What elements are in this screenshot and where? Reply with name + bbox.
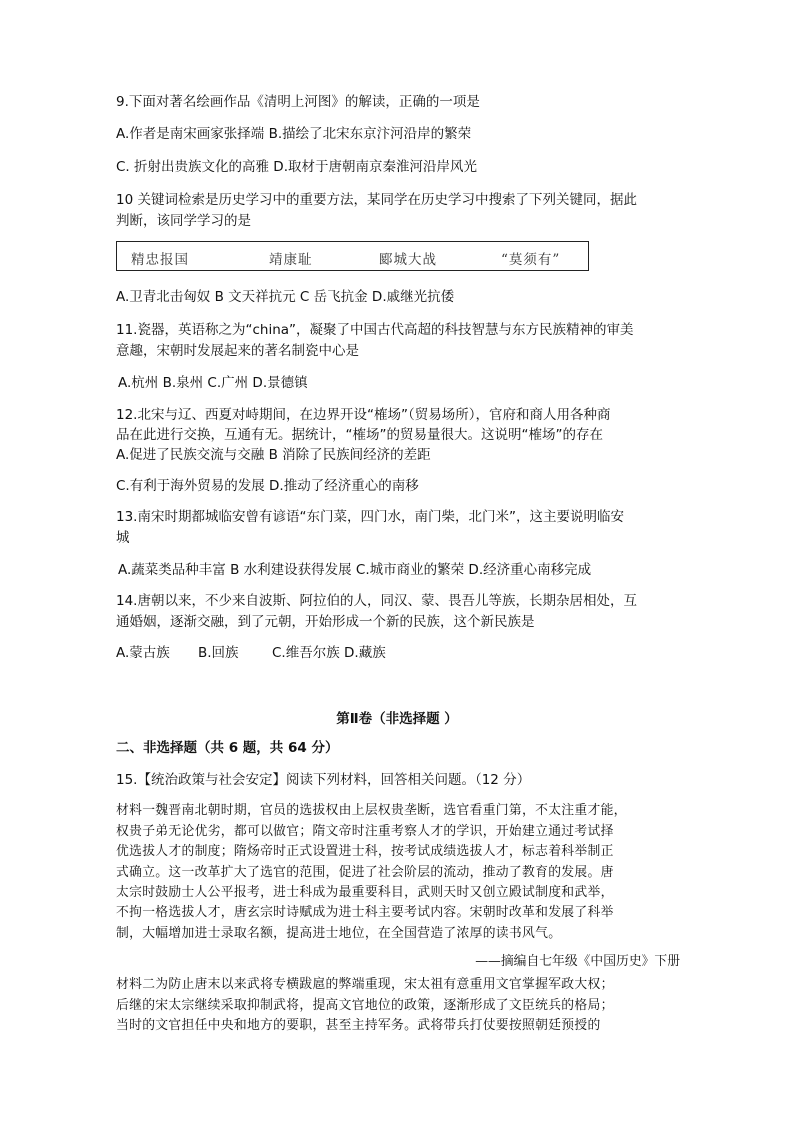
q13-options: A.蔬菜类品种丰富 B 水利建设获得发展 C.城市商业的繁荣 D.经济重心南移完成 (118, 562, 592, 578)
q14-stem-line-1: 14.唐朝以来，不少来自波斯、阿拉伯的人，同汉、蒙、畏吾儿等族，长期杂居相处，互 (116, 593, 637, 609)
q9-options-ab: A.作者是南宋画家张择端 B.描绘了北宋东京汴河沿岸的繁荣 (116, 126, 472, 142)
material-2-line: 材料二为防止唐末以来武将专横跋扈的弊端重现，宋太祖有意重用文官掌握军政大权； (116, 977, 614, 992)
material-1-line: 材料一魏晋南北朝时期，官员的选拔权由上层权贵垄断，选官看重门第，不太注重才能， (116, 803, 627, 818)
q14-option-b: B.回族 (198, 645, 239, 661)
material-1-line: 权贵子弟无论优劣，都可以做官；隋文帝时注重考察人才的学识，开始建立通过考试择 (116, 824, 614, 839)
q13-stem-line-2: 城 (116, 530, 130, 546)
material-1-line: 制，大幅增加进士录取名额，提高进士地位，在全国营造了浓厚的读书风气。 (116, 926, 562, 941)
section-2-title: 第Ⅱ卷（非选择题 ） (336, 711, 458, 727)
keyword-4: “莫须有” (501, 252, 561, 268)
section-2-heading: 二、非选择题（共 6 题，共 64 分） (116, 740, 339, 756)
q12-stem-line-2: 品在此进行交换，互通有无。据统计，“榷场”的贸易量很大。这说明“榷场”的存在 (116, 427, 603, 443)
q10-stem-line-1: 10 关键词检索是历史学习中的重要方法，某同学在历史学习中搜索了下列关键同，据此 (116, 192, 637, 208)
q14-option-a: A.蒙古族 (116, 645, 170, 661)
q12-stem-line-1: 12.北宋与辽、西夏对峙期间，在边界开设“榷场”（贸易场所），官府和商人用各种商 (116, 407, 611, 423)
q10-options: A.卫青北击匈奴 B 文天祥抗元 C 岳飞抗金 D.戚继光抗倭 (116, 289, 455, 305)
q15-title: 15.【统治政策与社会安定】阅读下列材料，回答相关问题。（12 分） (116, 772, 531, 788)
keyword-box (116, 241, 589, 271)
q12-options-cd: C.有利于海外贸易的发展 D.推动了经济重心的南移 (116, 478, 419, 494)
q9-options-cd: C. 折射出贵族文化的高雅 D.取材于唐朝南京秦淮河沿岸风光 (116, 159, 477, 175)
material-1-line: 优选拔人才的制度；隋炀帝时正式设置进士科，按考试成绩选拔人才，标志着科举制正 (116, 844, 614, 859)
q12-options-ab: A.促进了民族交流与交融 B 消除了民族间经济的差距 (116, 447, 431, 463)
material-1-line: 不拘一格选拔人才，唐玄宗时诗赋成为进士科主要考试内容。宋朝时改革和发展了科举 (116, 905, 614, 920)
keyword-3: 郾城大战 (379, 252, 437, 268)
q9-stem: 9.下面对著名绘画作品《清明上河图》的解读，正确的一项是 (116, 94, 480, 110)
q11-stem-line-1: 11.瓷器，英语称之为“china”，凝聚了中国古代高超的科技智慧与东方民族精神的审美 (116, 322, 634, 338)
q11-options: A.杭州 B.泉州 C.广州 D.景德镇 (118, 375, 308, 391)
q14-stem-line-2: 通婚姻，逐渐交融，到了元朝，开始形成一个新的民族，这个新民族是 (116, 614, 535, 630)
q11-stem-line-2: 意趣，宋朝时发展起来的著名制瓷中心是 (116, 343, 359, 359)
material-1-line: 式确立。这一改革扩大了选官的范围，促进了社会阶层的流动，推动了教育的发展。唐 (116, 865, 614, 880)
q14-option-cd: C.维吾尔族 D.藏族 (272, 645, 386, 661)
material-1-line: 太宗时鼓励士人公平报考，进士科成为最重要科目，武则天时又创立殿试制度和武举， (116, 885, 614, 900)
material-1-source: ——摘编自七年级《中国历史》下册 (475, 954, 680, 969)
material-2-line: 后继的宋太宗继续采取抑制武将，提高文官地位的政策，逐渐形成了文臣统兵的格局； (116, 998, 614, 1013)
q13-stem-line-1: 13.南宋时期都城临安曾有谚语“东门菜，四门水，南门柴，北门米”，这主要说明临安 (116, 509, 624, 525)
keyword-1: 精忠报国 (131, 252, 189, 268)
q10-stem-line-2: 判断，该同学学习的是 (116, 213, 251, 229)
material-2-line: 当时的文官担任中央和地方的要职，甚至主持军务。武将带兵打仗要按照朝廷预授的 (116, 1018, 601, 1033)
keyword-2: 靖康耻 (269, 252, 313, 268)
